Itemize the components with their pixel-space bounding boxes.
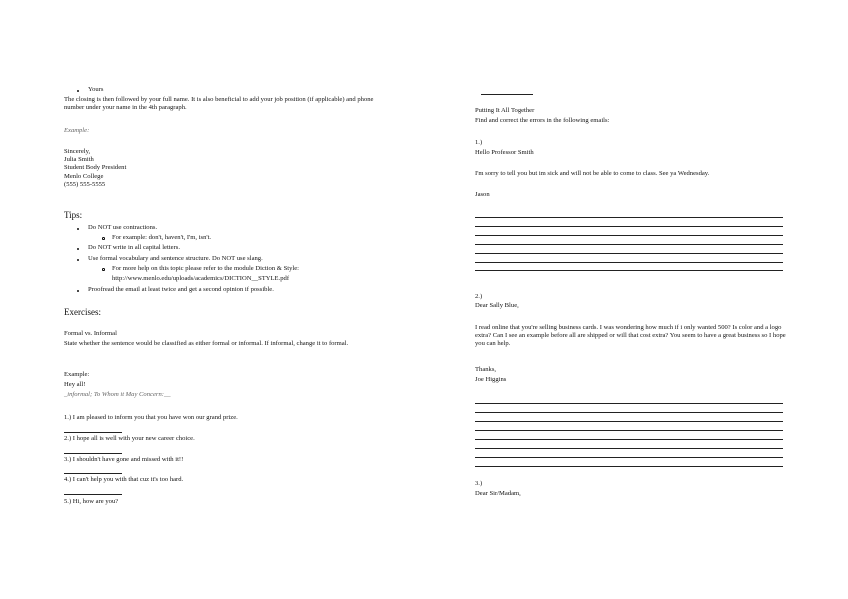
question-1: 1.) I am pleased to inform you that you have won our grand prize. [64,414,238,421]
email-1-body: I'm sorry to tell you but im sick and will not be able to come to class. See ya Wednesday. [475,170,710,177]
bullet [77,248,79,250]
diction-style-link[interactable]: http://www.menlo.edu/uploads/academics/DICTION__STYLE.pdf [112,275,290,282]
email-2-number: 2.) [475,293,483,300]
section-instructions: Find and correct the errors in the following emails: [475,117,610,124]
email-2-body: I read online that you're selling business cards. I was wondering how much if i only wanted 500? Is color and a logo extra? Can I see an example before all are shipped or will that cost extra? You seem to have a great business so I hope you can help. [475,324,786,348]
answer-line[interactable] [475,466,783,467]
tip-subitem: For example: don't, haven't, I'm, isn't. [112,234,212,241]
tip-item: Proofread the email at least twice and get a second opinion if possible. [88,286,274,293]
email-3-number: 3.) [475,480,483,487]
email-2-greeting: Dear Sally Blue, [475,302,519,309]
tip-subitem: For more help on this topic please refer to the module Diction & Style: [112,265,299,272]
example-sentence: Hey all! [64,381,86,388]
question-5: 5.) Hi, how are you? [64,498,119,505]
tip-item: Use formal vocabulary and sentence structure. Do NOT use slang. [88,255,263,262]
question-4: 4.) I can't help you with that cuz it's too hard. [64,476,184,483]
answer-line[interactable] [475,412,783,413]
answer-line[interactable] [475,244,783,245]
question-3: 3.) I shouldn't have gone and missed with it!! [64,456,184,463]
answer-line[interactable] [475,448,783,449]
email-1-signature: Jason [475,191,490,198]
closing-text: The closing is then followed by your full name. It is also beneficial to add your job position (if applicable) and phone number under your name in the 4th paragraph. [64,96,374,112]
tip-item: Do NOT write in all capital letters. [88,244,180,251]
yours-item: Yours [88,86,104,93]
signature-line: Menlo College [64,172,104,180]
answer-line[interactable] [475,270,783,271]
example-answer: _informal; To Whom it May Concern:__ [64,391,171,398]
bullet [77,228,79,230]
signature-example [64,148,126,189]
signature-line: Sincerely, [64,148,91,155]
exercises-heading: Exercises: [64,307,101,317]
signature-line: Student Body President [64,164,127,172]
bullet [77,90,79,92]
answer-line[interactable] [475,235,783,236]
formal-heading: Formal vs. Informal [64,330,117,337]
answer-line[interactable] [64,473,122,474]
section-heading: Putting It All Together [475,107,535,114]
answer-line[interactable] [481,94,533,95]
tip-item: Do NOT use contractions. [88,224,158,231]
example-heading: Example: [64,371,90,378]
email-1-greeting: Hello Professor Smith [475,149,534,156]
answer-line[interactable] [64,432,122,433]
answer-line[interactable] [475,253,783,254]
email-3-greeting: Dear Sir/Madam, [475,490,521,497]
bullet [77,259,79,261]
answer-line[interactable] [475,421,783,422]
sub-bullet [102,237,105,240]
question-2: 2.) I hope all is well with your new career choice. [64,435,195,442]
right-page [475,0,787,599]
sub-bullet [102,268,105,271]
formal-instructions: State whether the sentence would be classified as either formal or informal. If informal, change it to formal. [64,340,349,347]
answer-line[interactable] [475,262,783,263]
answer-line[interactable] [475,403,783,404]
left-page [64,0,382,599]
answer-line[interactable] [475,439,783,440]
email-1-number: 1.) [475,139,483,146]
answer-line[interactable] [475,217,783,218]
email-2-signature: Joe Higgins [475,376,507,383]
answer-line[interactable] [475,457,783,458]
signature-line: Julia Smith [64,156,94,164]
email-2-thanks: Thanks, [475,366,497,373]
signature-line: (555) 555-5555 [64,180,106,188]
tips-heading: Tips: [64,210,83,220]
bullet [77,290,79,292]
answer-line[interactable] [475,226,783,227]
answer-line[interactable] [475,430,783,431]
answer-line[interactable] [64,453,122,454]
answer-line[interactable] [64,494,122,495]
example-label: Example: [64,127,90,134]
